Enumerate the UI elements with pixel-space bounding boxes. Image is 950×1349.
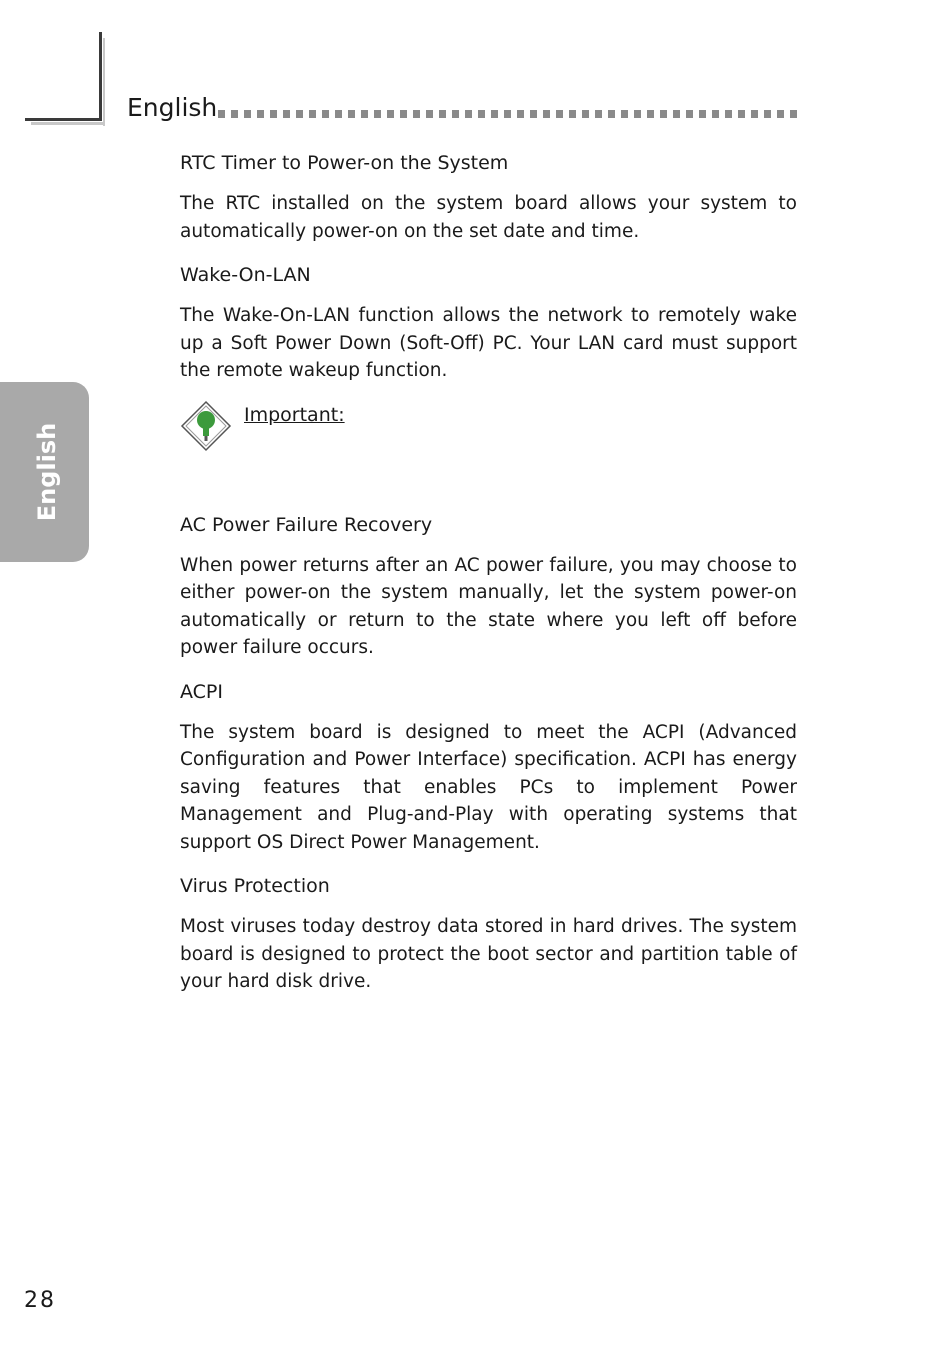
header-title: English bbox=[127, 93, 218, 122]
section-body-wake-on-lan: The Wake-On-LAN function allows the network to remotely wake up a Soft Power Down (Soft-Off) PC. Your LAN card must support the remote wakeup function. bbox=[180, 305, 797, 381]
page-number: 28 bbox=[24, 1288, 56, 1313]
section-body-acpi: The system board is designed to meet the ACPI (Advanced Configuration and Power Interface) specification. ACPI has energy saving features that enables PCs to implement Power Management and Plug-and-Play with operating systems that support OS Direct Power Management. bbox=[180, 721, 797, 853]
section-heading-acpi: ACPI bbox=[180, 680, 223, 703]
corner-bracket-shadow-vertical bbox=[103, 38, 105, 126]
section-heading-ac-power-failure: AC Power Failure Recovery bbox=[180, 513, 433, 536]
corner-bracket-horizontal bbox=[25, 118, 102, 121]
section-body-virus-protection: Most viruses today destroy data stored in hard drives. The system board is designed to protect the boot sector and partition table of your hard disk drive. bbox=[180, 916, 797, 992]
important-note-icon bbox=[180, 400, 232, 452]
section-heading-rtc-timer: RTC Timer to Power-on the System bbox=[180, 152, 509, 174]
section-body-ac-power-failure: When power returns after an AC power failure, you may choose to either power-on the system manually, let the system power-on automatically or return to the state where you left off before power failure occurs. bbox=[180, 554, 797, 658]
corner-bracket-vertical bbox=[99, 32, 102, 120]
important-note bbox=[180, 400, 797, 480]
corner-bracket-shadow-horizontal bbox=[31, 122, 105, 125]
important-label: Important: bbox=[244, 403, 345, 426]
section-heading-wake-on-lan: Wake-On-LAN bbox=[180, 264, 311, 286]
section-heading-virus-protection: Virus Protection bbox=[180, 875, 330, 897]
header-dot-leader bbox=[218, 110, 798, 118]
side-language-tab-label: English bbox=[33, 422, 61, 522]
main-content bbox=[180, 148, 797, 1011]
section-body-rtc-timer: The RTC installed on the system board allows your system to automatically power-on on the set date and time. bbox=[180, 193, 797, 242]
